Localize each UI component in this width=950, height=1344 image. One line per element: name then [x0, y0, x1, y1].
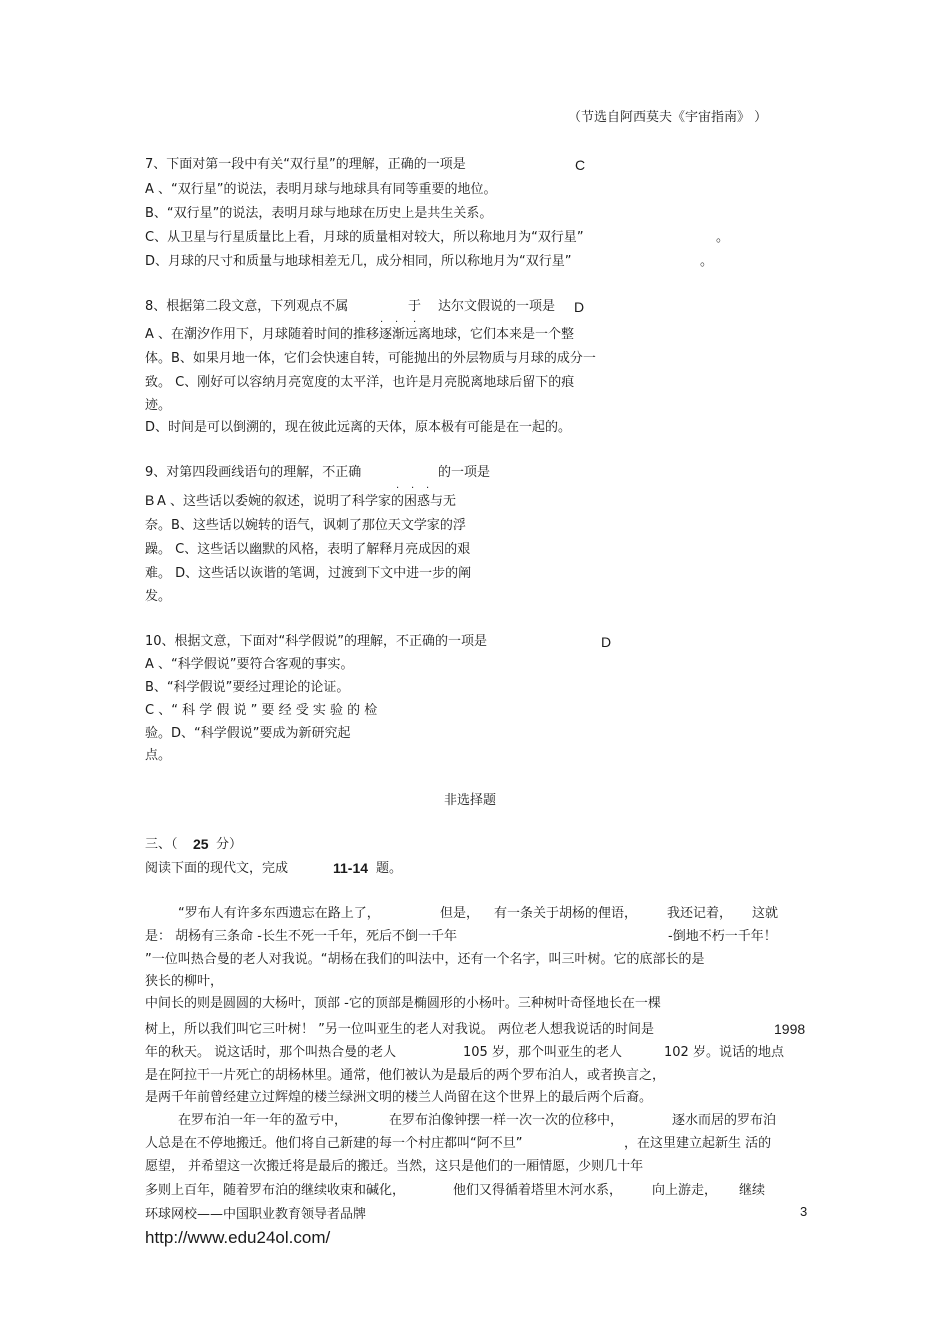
section-title: 非选择题: [444, 793, 497, 808]
passage-text: 是两千年前曾经建立过辉煌的楼兰绿洲文明的楼兰人尚留在这个世界上的最后两个后裔。: [145, 1090, 653, 1105]
q9-line: 奈。B、这些话以婉转的语气，讽刺了那位天文学家的浮: [145, 518, 466, 533]
passage-text: 继续: [739, 1183, 766, 1198]
q7-stem: 7、下面对第一段中有关“双行星”的理解，正确的一项是: [145, 157, 466, 172]
passage-text: 在罗布泊像钟摆一样一次一次的位移中，: [389, 1113, 624, 1128]
emphasis-dot: .: [396, 480, 400, 491]
q8-stem-part2: 于: [408, 299, 422, 314]
part3-instruction: 阅读下面的现代文，完成: [145, 861, 289, 876]
part3-instruction-end: 题。: [376, 861, 403, 876]
q7-option-c-period: 。: [716, 230, 730, 245]
part3-score: 25: [193, 836, 209, 852]
q8-line: 体。B、如果月地一体，它们会快速自转，可能抛出的外层物质与月球的成分一: [145, 351, 596, 366]
q10-answer: D: [601, 634, 612, 650]
q8-line: 致。 C、刚好可以容纳月亮宽度的太平洋，也许是月亮脱离地球后留下的痕: [145, 375, 575, 390]
q10-line: C 、“ 科 学 假 说 ” 要 经 受 实 验 的 检: [145, 703, 378, 718]
q10-line: 验。D、“科学假说”要成为新研究起: [145, 726, 351, 741]
passage-text: 是在阿拉干一片死亡的胡杨林里。通常，他们被认为是最后的两个罗布泊人，或者换言之，: [145, 1068, 666, 1083]
passage-text: 105 岁，那个叫亚生的老人: [463, 1045, 622, 1060]
q10-stem: 10、根据文意，下面对“科学假说”的理解，不正确的一项是: [145, 634, 488, 649]
passage-text: 中间长的则是圆圆的大杨叶，顶部 -它的顶部是椭圆形的小杨叶。三种树叶奇怪地长在一棵: [145, 996, 661, 1011]
q8-stem-part1: 8、根据第二段文意，下列观点不属: [145, 299, 349, 314]
passage-text: ，在这里建立起新生 活的: [624, 1136, 772, 1151]
emphasis-dot: .: [411, 480, 415, 491]
q9-stem-part1: 9、对第四段画线语句的理解，不正确: [145, 465, 362, 480]
q8-line: 迹。: [145, 398, 172, 413]
passage-text: 年的秋天。 说这话时，那个叫热合曼的老人: [145, 1045, 397, 1060]
passage-text: 逐水而居的罗布泊: [672, 1113, 777, 1128]
passage-text: 这就: [752, 906, 779, 921]
q9-line: 发。: [145, 589, 172, 604]
q9-line: A 、这些话以委婉的叙述，说明了科学家的困惑与无: [157, 494, 457, 509]
part3-heading-suffix: 分）: [216, 837, 243, 852]
q9-stem-part2: 的一项是: [438, 465, 491, 480]
passage-text: 狭长的柳叶，: [145, 974, 224, 989]
passage-text: 是： 胡杨有三条命 -长生不死一千年，死后不倒一千年: [145, 929, 457, 944]
q9-line: 躁。 C、这些话以幽默的风格，表明了解释月亮成因的艰: [145, 542, 471, 557]
q7-option-d: D、月球的尺寸和质量与地球相差无几，成分相同，所以称地月为“双行星”: [145, 254, 572, 269]
passage-text: 我还记着，: [667, 906, 733, 921]
footer-url[interactable]: http://www.edu24ol.com/: [145, 1228, 331, 1247]
passage-text: 多则上百年，随着罗布泊的继续收束和碱化，: [145, 1183, 406, 1198]
passage-text: 102 岁。说话的地点: [664, 1045, 784, 1060]
emphasis-dot: .: [395, 314, 399, 325]
passage-text: “罗布人有许多东西遗忘在路上了，: [178, 906, 380, 921]
footer-brand: 环球网校——中国职业教育领导者品牌: [145, 1207, 367, 1222]
emphasis-dot: .: [413, 314, 417, 325]
page-number: 3: [800, 1204, 808, 1219]
q10-line: A 、“科学假说”要符合客观的事实。: [145, 657, 354, 672]
part3-question-range: 11-14: [333, 860, 369, 876]
passage-text: 1998: [774, 1021, 806, 1037]
part3-heading-prefix: 三、（: [145, 837, 178, 852]
q7-option-c: C、从卫星与行星质量比上看，月球的质量相对较大，所以称地月为“双行星”: [145, 230, 584, 245]
q10-line: 点。: [145, 748, 172, 763]
q9-line: 难。 D、这些话以诙谐的笔调，过渡到下文中进一步的阐: [145, 566, 472, 581]
q7-option-b: B、“双行星”的说法，表明月球与地球在历史上是共生关系。: [145, 206, 493, 221]
passage-text: 有一条关于胡杨的俚语，: [494, 906, 638, 921]
q8-stem-part3: 达尔文假说的一项是: [438, 299, 556, 314]
q8-line: D、时间是可以倒溯的，现在彼此远离的天体，原本极有可能是在一起的。: [145, 420, 572, 435]
passage-text: 愿望， 并希望这一次搬迁将是最后的搬迁。当然，这只是他们的一厢情愿，少则几十年: [145, 1159, 644, 1174]
q10-line: B、“科学假说”要经过理论的论证。: [145, 680, 350, 695]
q7-option-a: A 、“双行星”的说法，表明月球与地球具有同等重要的地位。: [145, 182, 497, 197]
q7-option-d-period: 。: [700, 254, 714, 269]
passage-text: 但是，: [440, 906, 480, 921]
source-citation: （节选自阿西莫夫《宇宙指南》 ）: [568, 110, 768, 125]
q9-answer: B: [145, 492, 155, 508]
q7-answer: C: [575, 157, 586, 173]
passage-text: 向上游走，: [652, 1183, 718, 1198]
q8-line: A 、在潮汐作用下，月球随着时间的推移逐渐远离地球，它们本来是一个整: [145, 327, 575, 342]
passage-text: -倒地不朽一千年！: [668, 929, 777, 944]
q8-answer: D: [574, 299, 585, 315]
passage-text: 在罗布泊一年一年的盈亏中，: [178, 1113, 348, 1128]
passage-text: 他们又得循着塔里木河水系，: [453, 1183, 623, 1198]
emphasis-dot: .: [426, 480, 430, 491]
passage-text: ”一位叫热合曼的老人对我说。“胡杨在我们的叫法中，还有一个名字，叫三叶树。它的底部长的是: [145, 952, 705, 967]
passage-text: 人总是在不停地搬迁。他们将自己新建的每一个村庄都叫“阿不旦”: [145, 1136, 523, 1151]
passage-text: 树上，所以我们叫它三叶树！ ”另一位叫亚生的老人对我说。 两位老人想我说话的时间是: [145, 1022, 655, 1037]
emphasis-dot: .: [380, 314, 384, 325]
